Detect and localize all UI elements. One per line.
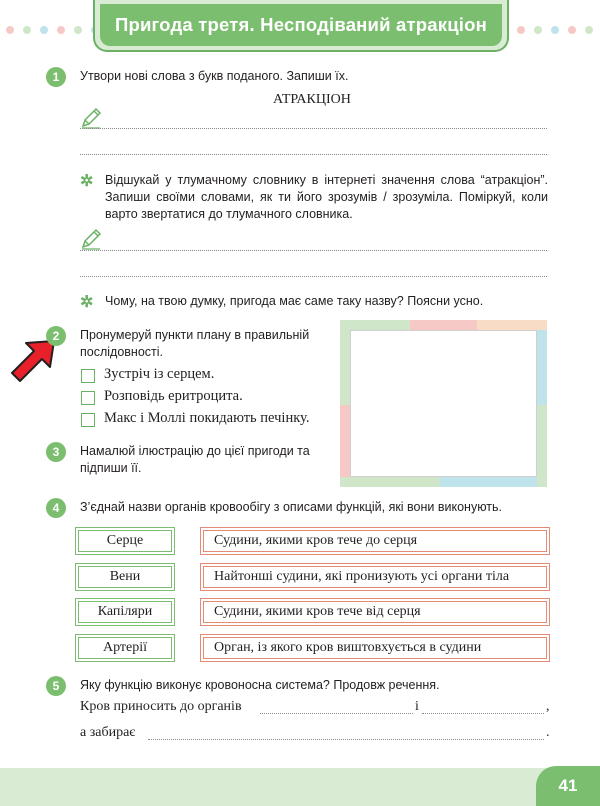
sentence-conjunction: і <box>415 699 419 714</box>
task2-instruction: Пронумеруй пункти плану в правильній послідовності. <box>80 328 310 359</box>
decorative-dot <box>74 26 82 34</box>
answer-line[interactable] <box>148 739 544 740</box>
sentence-start: Кров приносить до органів <box>80 699 242 714</box>
sparkle-icon: ✲ <box>80 294 94 311</box>
answer-line[interactable] <box>80 154 547 155</box>
sentence-comma: , <box>546 699 550 714</box>
organ-box[interactable]: Серце <box>78 530 172 552</box>
sentence-period: . <box>546 725 550 740</box>
function-box[interactable]: Судини, якими кров тече від серця <box>203 601 547 623</box>
plan-item: Розповідь еритроцита. <box>104 388 243 404</box>
task-number-2: 2 <box>46 326 66 346</box>
decorative-dot <box>585 26 593 34</box>
decorative-dot <box>534 26 542 34</box>
pencil-icon <box>80 107 102 129</box>
page-number: 41 <box>536 766 600 806</box>
decorative-dot <box>517 26 525 34</box>
decorative-dot <box>57 26 65 34</box>
function-box[interactable]: Орган, із якого кров виштовхується в судини <box>203 637 547 659</box>
decorative-dot <box>551 26 559 34</box>
task1-sub2: Чому, на твою думку, пригода має саме таку назву? Поясни усно. <box>105 294 484 308</box>
footer-band <box>0 768 600 806</box>
task3-instruction: Намалюй ілюстрацію до цієї пригоди та підпиши її. <box>80 444 310 475</box>
task1-word: АТРАКЦІОН <box>273 92 351 107</box>
organ-box[interactable]: Артерії <box>78 637 172 659</box>
pencil-icon <box>80 228 102 250</box>
organ-box[interactable]: Капіляри <box>78 601 172 623</box>
answer-line[interactable] <box>80 128 547 129</box>
answer-line[interactable] <box>422 713 544 714</box>
answer-line[interactable] <box>80 250 547 251</box>
decorative-dot <box>568 26 576 34</box>
sentence-start-2: а забирає <box>80 725 136 740</box>
task-number-3: 3 <box>46 442 66 462</box>
decorative-dot <box>6 26 14 34</box>
answer-line[interactable] <box>80 276 547 277</box>
decorative-dots-right <box>517 26 600 34</box>
decorative-dot <box>23 26 31 34</box>
task4-instruction: З’єднай назви органів кровообігу з описами функцій, які вони виконують. <box>80 500 503 514</box>
task-number-4: 4 <box>46 498 66 518</box>
plan-item: Макс і Моллі покидають печінку. <box>104 410 310 426</box>
plan-checkbox[interactable] <box>81 391 95 405</box>
drawing-area[interactable] <box>350 330 537 477</box>
task-number-1: 1 <box>46 67 66 87</box>
plan-checkbox[interactable] <box>81 413 95 427</box>
function-box[interactable]: Найтонші судини, які пронизують усі органи тіла <box>203 566 547 588</box>
function-box[interactable]: Судини, якими кров тече до серця <box>203 530 547 552</box>
task1-instruction: Утвори нові слова з букв поданого. Запиши їх. <box>80 69 349 83</box>
task5-instruction: Яку функцію виконує кровоносна система? Продовж речення. <box>80 678 440 692</box>
plan-checkbox[interactable] <box>81 369 95 383</box>
task1-sub1: Відшукай у тлумачному словнику в інтернеті значення слова “атракціон”. Запиши своїми словами, як ти його зрозумів / зрозуміла. Поміркуй, коли варто звертатися до тлумачного словника. <box>105 173 548 221</box>
task-number-5: 5 <box>46 676 66 696</box>
answer-line[interactable] <box>260 713 413 714</box>
page-title: Пригода третя. Несподіваний атракціон <box>100 4 502 46</box>
decorative-dot <box>40 26 48 34</box>
sparkle-icon: ✲ <box>80 173 94 190</box>
plan-item: Зустріч із серцем. <box>104 366 215 382</box>
organ-box[interactable]: Вени <box>78 566 172 588</box>
